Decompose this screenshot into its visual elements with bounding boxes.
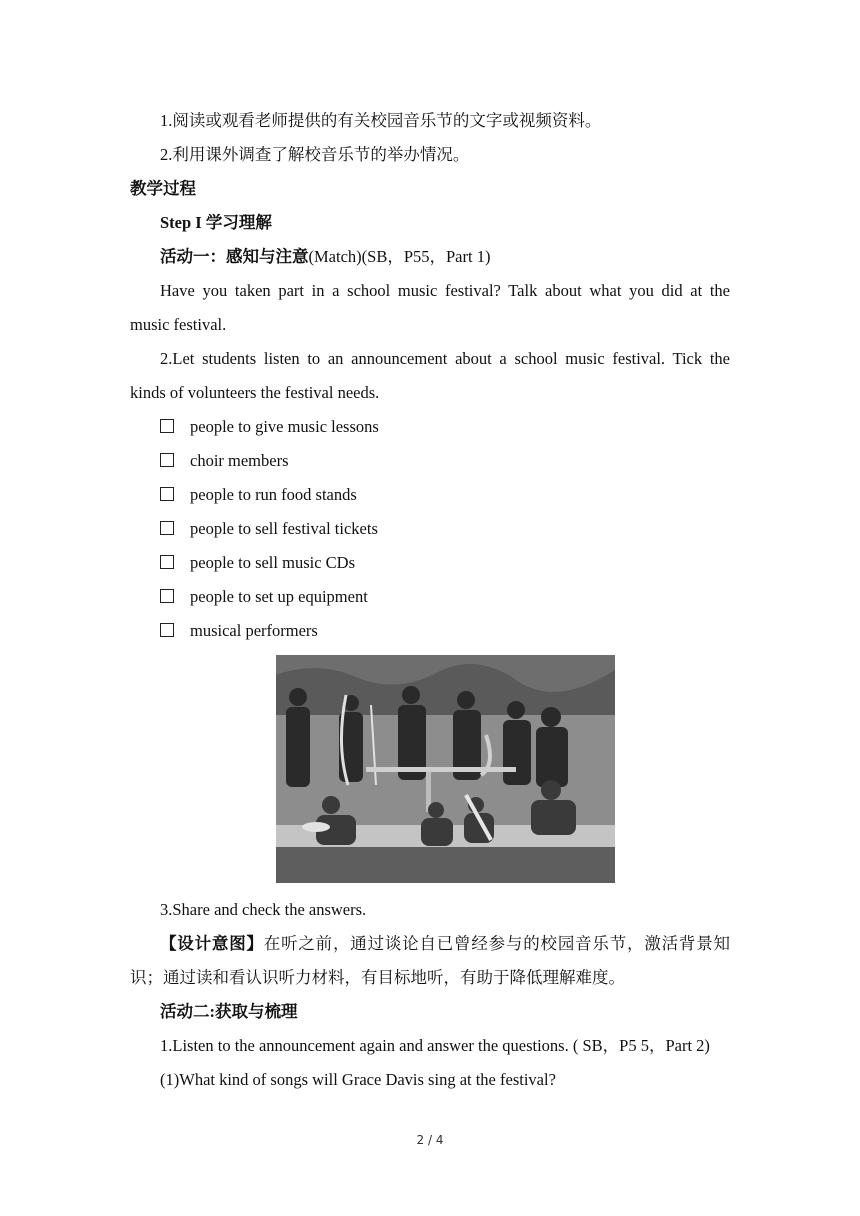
question1-line1: Have you taken part in a school music festival? Talk about what you did at the (160, 281, 730, 300)
checkbox[interactable] (160, 623, 174, 637)
page-number: 2 / 4 (416, 1133, 444, 1147)
activity2-subquestion1: (1)What kind of songs will Grace Davis sing at the festival? (160, 1070, 556, 1089)
checkbox[interactable] (160, 453, 174, 467)
design-intent-line1 (160, 933, 730, 955)
option-label: musical performers (190, 621, 318, 640)
activity2-title: 活动二:获取与梳理 (160, 1002, 298, 1021)
activity1-title-label: 活动一：感知与注意 (160, 247, 309, 266)
question2-line2: kinds of volunteers the festival needs. (130, 383, 380, 402)
option-item[interactable] (160, 586, 368, 608)
section-title: 教学过程 (130, 179, 196, 198)
activity1-title (160, 246, 490, 268)
option-label: people to run food stands (190, 485, 357, 504)
step-title: Step I 学习理解 (160, 213, 272, 232)
checkbox[interactable] (160, 487, 174, 501)
checkbox[interactable] (160, 521, 174, 535)
design-intent-label: 【设计意图】 (160, 934, 264, 953)
checkbox[interactable] (160, 419, 174, 433)
option-label: choir members (190, 451, 289, 470)
band-photo (276, 655, 615, 883)
option-item[interactable] (160, 484, 357, 506)
option-item[interactable] (160, 518, 378, 540)
activity2-question1: 1.Listen to the announcement again and answer the questions. ( SB，P5 5，Part 2) (160, 1036, 710, 1055)
option-label: people to give music lessons (190, 417, 379, 436)
design-intent-line2: 识；通过读和看认识听力材料，有目标地听，有助于降低理解难度。 (130, 968, 625, 987)
prep-item-2: 2.利用课外调查了解校音乐节的举办情况。 (160, 145, 470, 164)
option-item[interactable] (160, 620, 318, 642)
option-label: people to sell music CDs (190, 553, 355, 572)
checkbox[interactable] (160, 555, 174, 569)
question1-line2: music festival. (130, 315, 227, 334)
option-item[interactable] (160, 416, 379, 438)
checkbox[interactable] (160, 589, 174, 603)
question3: 3.Share and check the answers. (160, 900, 367, 919)
option-label: people to set up equipment (190, 587, 368, 606)
activity1-title-ref: (Match)(SB，P55，Part 1) (308, 247, 491, 266)
option-label: people to sell festival tickets (190, 519, 378, 538)
design-intent-text: 在听之前，通过谈论自已曾经参与的校园音乐节，激活背景知 (263, 934, 730, 953)
option-item[interactable] (160, 552, 355, 574)
question2-line1: 2.Let students listen to an announcement about a school music festival. Tick the (160, 349, 730, 368)
prep-item-1: 1.阅读或观看老师提供的有关校园音乐节的文字或视频资料。 (160, 111, 602, 130)
option-item[interactable] (160, 450, 289, 472)
